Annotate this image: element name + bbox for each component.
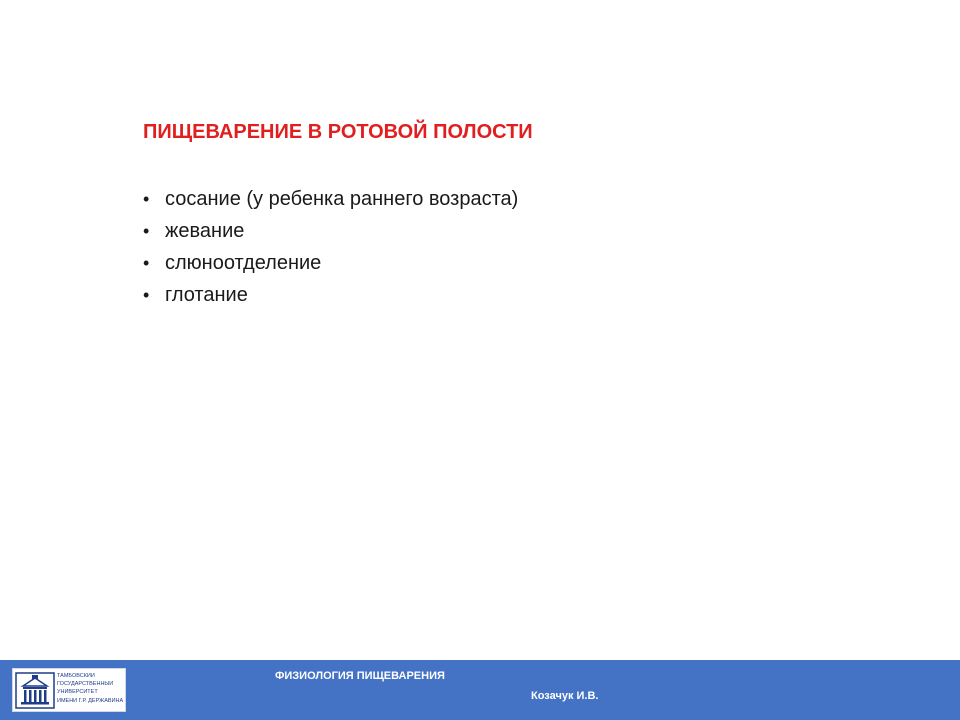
bullet-item bbox=[143, 183, 518, 215]
logo-text-line: ТАМБОВСКИЙ bbox=[57, 673, 95, 679]
bullet-text: глотание bbox=[165, 284, 248, 306]
bullet-list bbox=[143, 183, 518, 311]
footer-author: Козачук И.В. bbox=[531, 690, 599, 702]
bullet-text: слюноотделение bbox=[165, 252, 322, 274]
bullet-icon: • bbox=[143, 189, 150, 209]
bullet-item bbox=[143, 247, 518, 279]
logo-text-line: ИМЕНИ Г.Р. ДЕРЖАВИНА bbox=[57, 697, 123, 704]
bullet-icon: • bbox=[143, 253, 150, 273]
footer-bar bbox=[0, 660, 960, 720]
logo-text-line: УНИВЕРСИТЕТ bbox=[57, 689, 98, 696]
slide-title: ПИЩЕВАРЕНИЕ В РОТОВОЙ ПОЛОСТИ bbox=[143, 121, 533, 143]
bullet-item bbox=[143, 279, 518, 311]
bullet-text: жевание bbox=[165, 220, 245, 242]
university-building-icon bbox=[15, 672, 55, 709]
logo-text-line: ГОСУДАРСТВЕННЫЙ bbox=[57, 681, 114, 688]
bullet-icon: • bbox=[143, 221, 150, 241]
university-logo bbox=[12, 668, 126, 712]
bullet-text: сосание (у ребенка раннего возраста) bbox=[165, 188, 519, 210]
bullet-icon: • bbox=[143, 285, 150, 305]
footer-subject: ФИЗИОЛОГИЯ ПИЩЕВАРЕНИЯ bbox=[275, 670, 445, 682]
logo-text bbox=[57, 673, 123, 706]
bullet-item bbox=[143, 215, 518, 247]
